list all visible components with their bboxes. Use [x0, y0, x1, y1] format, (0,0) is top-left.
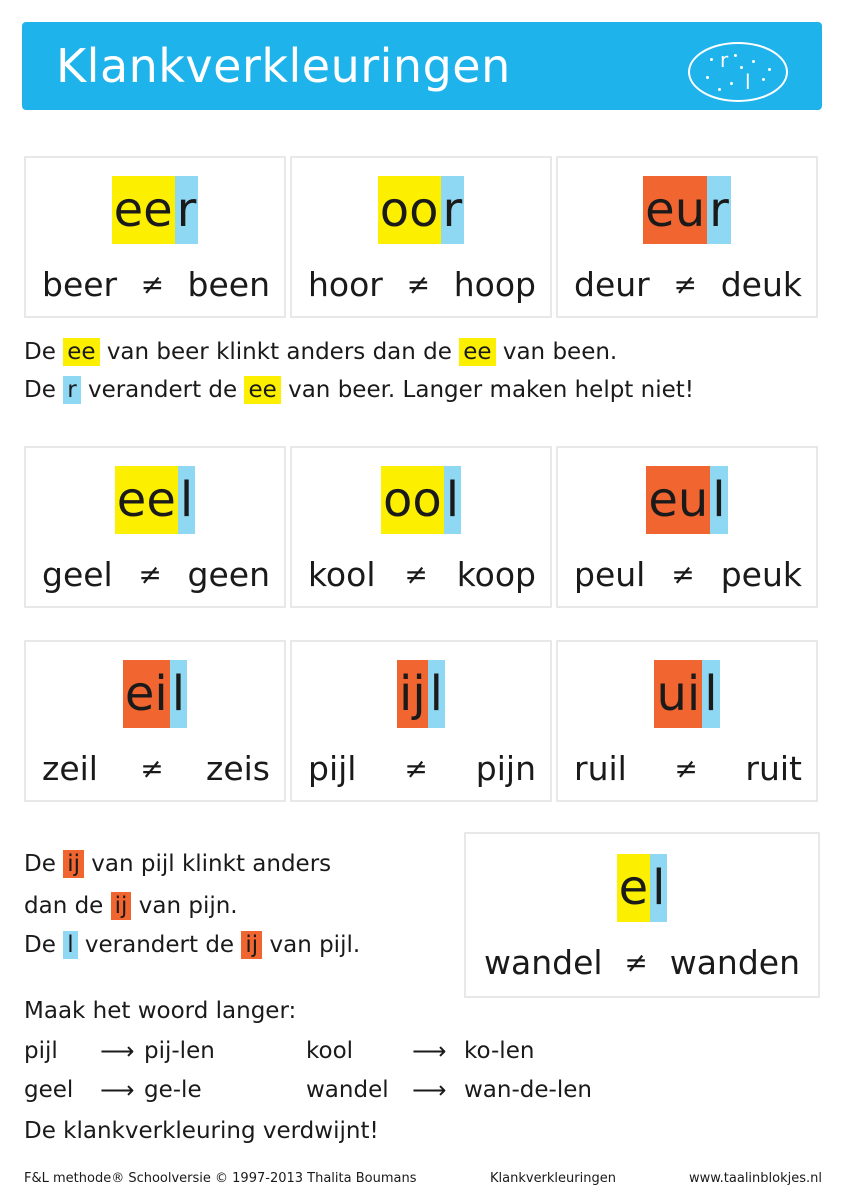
logo-letter-r: r	[720, 48, 729, 72]
card-uil	[556, 640, 818, 802]
card-el	[464, 832, 820, 998]
vowel-segment: ei	[123, 660, 170, 728]
highlight-ee: ee	[244, 376, 280, 404]
card-eul	[556, 446, 818, 608]
vowel-segment: eu	[646, 466, 710, 534]
sound-combination	[26, 466, 284, 534]
explanation-line: De ee van beer klinkt anders dan de ee van been.	[24, 339, 618, 365]
highlight-ij: ij	[111, 892, 132, 920]
conclusion-text: De klankverkleuring verdwijnt!	[24, 1118, 379, 1144]
word-right: pijn	[475, 748, 536, 788]
rl-logo-icon	[688, 42, 788, 102]
word-right: zeis	[206, 748, 270, 788]
longer-split: ge-le	[144, 1077, 202, 1103]
card-eer	[24, 156, 286, 318]
not-equal-icon: ≠	[674, 751, 698, 785]
consonant-segment: l	[650, 854, 667, 922]
word-left: wandel	[484, 942, 603, 982]
word-left: beer	[42, 264, 118, 304]
page-title: Klankverkleuringen	[56, 39, 511, 93]
longer-heading: Maak het woord langer:	[24, 998, 297, 1024]
consonant-segment: l	[428, 660, 445, 728]
longer-word: geel	[24, 1077, 74, 1103]
longer-word: wandel	[306, 1077, 389, 1103]
arrow-right-icon: ⟶	[100, 1076, 135, 1104]
word-right: hoop	[453, 264, 536, 304]
longer-split: ko-len	[464, 1038, 535, 1064]
highlight-r: r	[63, 376, 80, 404]
explanation-line: dan de ij van pijn.	[24, 893, 238, 919]
sound-combination	[26, 660, 284, 728]
word-pair	[574, 552, 802, 596]
word-pair	[308, 552, 536, 596]
title-banner	[22, 22, 822, 110]
not-equal-icon: ≠	[140, 751, 164, 785]
word-right: wanden	[669, 942, 800, 982]
card-eel	[24, 446, 286, 608]
vowel-segment: e	[617, 854, 651, 922]
word-pair	[42, 552, 270, 596]
highlight-ee: ee	[63, 338, 99, 366]
consonant-segment: l	[444, 466, 461, 534]
sound-combination	[558, 660, 816, 728]
vowel-segment: ij	[397, 660, 428, 728]
card-oor	[290, 156, 552, 318]
sound-combination	[292, 660, 550, 728]
not-equal-icon: ≠	[140, 267, 165, 301]
word-left: hoor	[308, 264, 383, 304]
word-right: ruit	[745, 748, 802, 788]
word-pair	[574, 262, 802, 306]
arrow-right-icon: ⟶	[412, 1076, 447, 1104]
word-right: deuk	[720, 264, 802, 304]
sound-combination	[558, 466, 816, 534]
highlight-ij: ij	[241, 931, 262, 959]
vowel-segment: ee	[112, 176, 175, 244]
longer-split: wan-de-len	[464, 1077, 592, 1103]
word-left: geel	[42, 554, 113, 594]
consonant-segment: l	[170, 660, 187, 728]
logo-letter-l: l	[745, 70, 751, 94]
explanation-line: De l verandert de ij van pijl.	[24, 932, 361, 958]
consonant-segment: l	[178, 466, 195, 534]
not-equal-icon: ≠	[671, 557, 695, 591]
vowel-segment: ee	[115, 466, 178, 534]
vowel-segment: oo	[378, 176, 441, 244]
word-pair	[42, 262, 270, 306]
explanation-line: De r verandert de ee van beer. Langer maken helpt niet!	[24, 377, 694, 403]
footer-copyright: F&L methode® Schoolversie © 1997-2013 Thalita Boumans	[24, 1171, 417, 1186]
sound-combination	[292, 466, 550, 534]
not-equal-icon: ≠	[406, 267, 431, 301]
sound-combination	[558, 176, 816, 244]
card-eil	[24, 640, 286, 802]
word-pair	[42, 746, 270, 790]
not-equal-icon: ≠	[404, 557, 428, 591]
word-pair	[308, 746, 536, 790]
highlight-ij: ij	[63, 850, 84, 878]
highlight-l: l	[63, 931, 77, 959]
footer-title: Klankverkleuringen	[490, 1171, 616, 1186]
card-eur	[556, 156, 818, 318]
word-pair	[484, 940, 800, 984]
card-ijl	[290, 640, 552, 802]
consonant-segment: r	[175, 176, 199, 244]
longer-word: pijl	[24, 1038, 58, 1064]
footer-website: www.taalinblokjes.nl	[688, 1171, 822, 1186]
sound-combination	[292, 176, 550, 244]
longer-split: pij-len	[144, 1038, 215, 1064]
consonant-segment: r	[707, 176, 731, 244]
word-left: kool	[308, 554, 376, 594]
word-left: ruil	[574, 748, 627, 788]
word-pair	[308, 262, 536, 306]
vowel-segment: ui	[654, 660, 702, 728]
not-equal-icon: ≠	[404, 751, 428, 785]
arrow-right-icon: ⟶	[100, 1037, 135, 1065]
vowel-segment: oo	[381, 466, 444, 534]
word-right: koop	[456, 554, 536, 594]
not-equal-icon: ≠	[624, 945, 648, 979]
word-left: deur	[574, 264, 650, 304]
longer-word: kool	[306, 1038, 354, 1064]
sound-combination	[466, 854, 818, 922]
not-equal-icon: ≠	[138, 557, 162, 591]
vowel-segment: eu	[643, 176, 707, 244]
card-ool	[290, 446, 552, 608]
word-right: geen	[187, 554, 270, 594]
word-left: peul	[574, 554, 646, 594]
word-pair	[574, 746, 802, 790]
consonant-segment: r	[441, 176, 465, 244]
word-right: peuk	[720, 554, 802, 594]
word-left: pijl	[308, 748, 357, 788]
highlight-ee: ee	[459, 338, 495, 366]
explanation-line: De ij van pijl klinkt anders	[24, 851, 332, 877]
arrow-right-icon: ⟶	[412, 1037, 447, 1065]
word-left: zeil	[42, 748, 98, 788]
consonant-segment: l	[710, 466, 727, 534]
word-right: been	[187, 264, 270, 304]
not-equal-icon: ≠	[673, 267, 697, 301]
sound-combination	[26, 176, 284, 244]
consonant-segment: l	[702, 660, 719, 728]
